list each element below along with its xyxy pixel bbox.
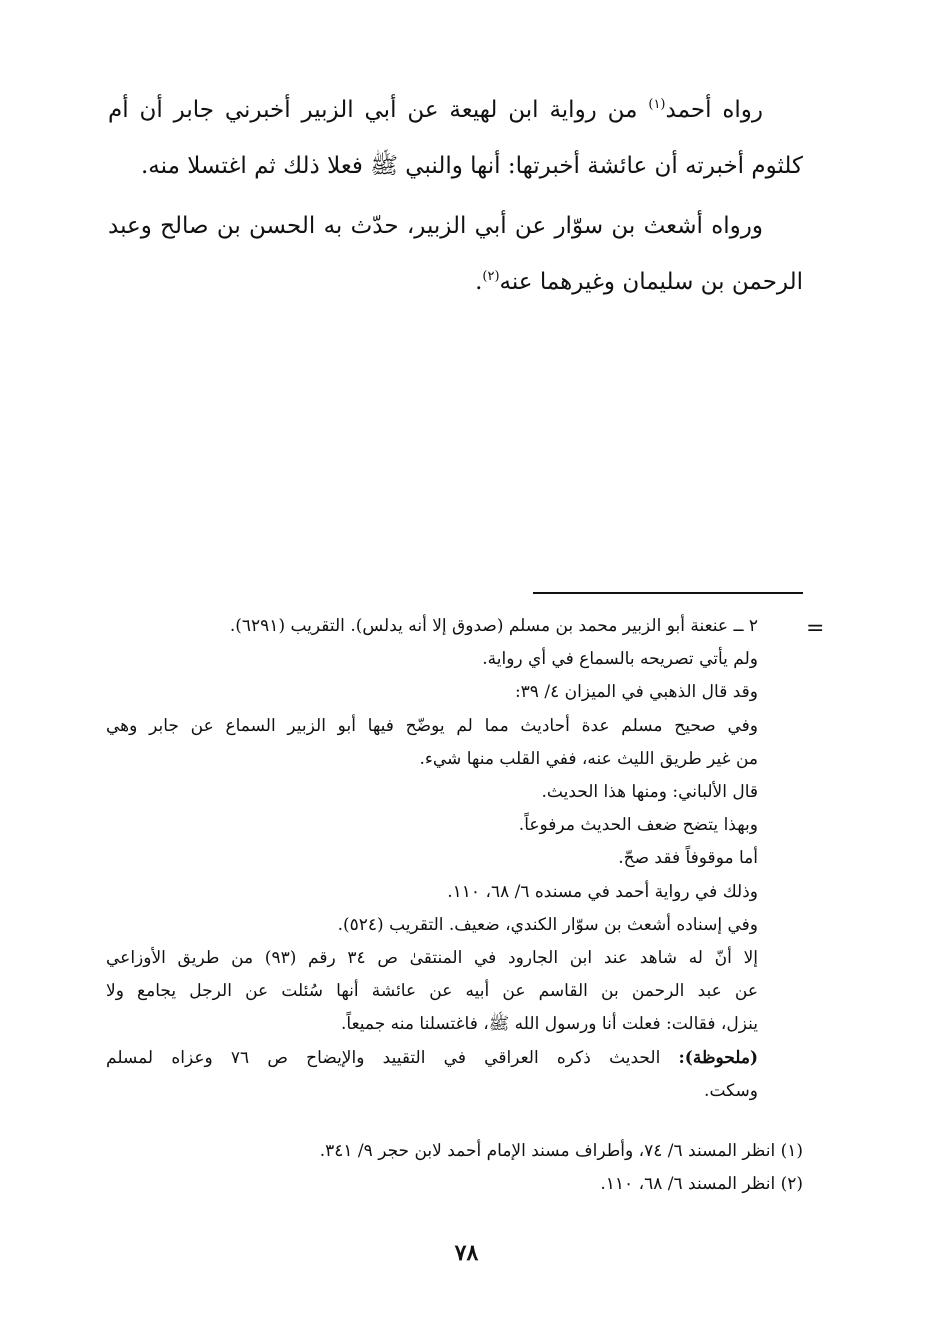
footnote-line: وقد قال الذهبي في الميزان ٤/ ٣٩: [514, 682, 758, 703]
footnote-line: من غير طريق الليث عنه، ففي القلب منها شيء. [419, 748, 758, 769]
footnote-references [103, 1135, 803, 1201]
footnote-2-number: (٢) [780, 1174, 803, 1194]
footnote-1 [103, 1135, 803, 1168]
main-paragraph-1-rest: من رواية ابن لهيعة عن أبي الزبير أخبرني جابر أن أم كلثوم أخبرته أن عائشة أخبرتها: أنها والنبي ﷺ فعلا ذلك ثم اغتسلا منه. [108, 97, 803, 179]
main-paragraph-2 [108, 198, 803, 310]
note-label: (ملحوظة): [678, 1047, 759, 1068]
main-paragraph-1 [108, 82, 803, 194]
main-paragraph-1-start: رواه أحمد [665, 97, 764, 123]
footnote-line: إلا أنّ له شاهد عند ابن الجارود في المنتقىٰ ص ٣٤ رقم (٩٣) من طريق الأوزاعي [106, 948, 758, 969]
main-text [108, 82, 803, 310]
footnote-number: ٢ ــ [733, 616, 758, 636]
footnote-2 [103, 1168, 803, 1201]
footnote-continued-block [106, 610, 758, 1108]
footnote-continuation-mark: = [806, 616, 825, 641]
main-paragraph-2-end: . [475, 269, 483, 295]
footnote-line: وفي صحيح مسلم عدة أحاديث مما لم يوضّح فيها أبو الزبير السماع عن جابر وهي [106, 715, 758, 736]
footnote-line: وبهذا يتضح ضعف الحديث مرفوعاً. [518, 815, 758, 836]
footnote-line: وذلك في رواية أحمد في مسنده ٦/ ٦٨، ١١٠. [447, 881, 758, 902]
footnote-line: ولم يأتي تصريحه بالسماع في أي رواية. [482, 649, 758, 670]
page-number: ٧٨ [454, 1240, 479, 1266]
footnote-line: أما موقوفاً فقد صحّ. [618, 848, 758, 869]
footnote-ref-1: (١) [648, 97, 666, 112]
footnote-line: عن عبد الرحمن بن القاسم عن أبيه عن عائشة أنها سُئلت عن الرجل يجامع ولا [106, 981, 758, 1002]
footnote-line: (ملحوظة): الحديث ذكره العراقي في التقييد والإيضاح ص ٧٦ وعزاه لمسلم [106, 1047, 759, 1068]
footnote-line: وسكت. [704, 1080, 758, 1101]
footnote-separator [533, 592, 803, 594]
footnote-line: ينزل، فقالت: فعلت أنا ورسول الله ﷺ، فاغتسلنا منه جميعاً. [341, 1014, 758, 1035]
footnote-line: ٢ ــ عنعنة أبو الزبير محمد بن مسلم (صدوق إلا أنه يدلس). التقريب (٦٢٩١). [229, 616, 758, 636]
footnote-line: قال الألباني: ومنها هذا الحديث. [541, 782, 758, 803]
footnote-1-text: انظر المسند ٦/ ٧٤، وأطراف مسند الإمام أحمد لابن حجر ٩/ ٣٤١. [319, 1141, 781, 1161]
main-paragraph-2-start: ورواه أشعث بن سوّار عن أبي الزبير، حدّث به الحسن بن صالح وعبد الرحمن بن سليمان وغيرهما عنه [108, 213, 803, 295]
footnote-line: وفي إسناده أشعث بن سوّار الكندي، ضعيف. التقريب (٥٢٤). [337, 914, 758, 935]
footnote-2-text: انظر المسند ٦/ ٦٨، ١١٠. [600, 1174, 781, 1194]
footnote-ref-2: (٢) [482, 269, 500, 284]
footnote-1-number: (١) [780, 1141, 803, 1161]
